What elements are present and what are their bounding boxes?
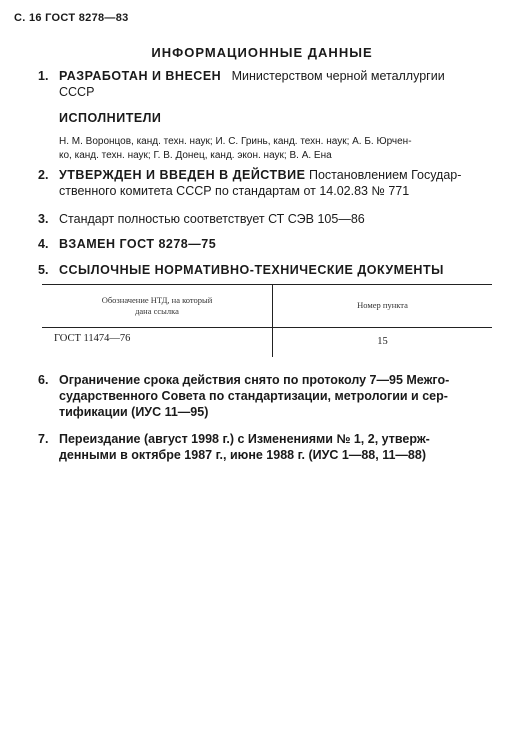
table-header-doc-line1: Обозначение НТД, на который — [101, 294, 213, 305]
section-2-text-line2: ственного комитета СССР по стандартам от 14.02.83 № 771 — [59, 184, 410, 198]
section-5-text: ССЫЛОЧНЫЕ НОРМАТИВНО-ТЕХНИЧЕСКИЕ ДОКУМЕНТЫ — [59, 263, 444, 277]
section-1-label: РАЗРАБОТАН И ВНЕСЕН — [59, 69, 222, 83]
section-7 — [38, 431, 508, 463]
page-header: С. 16 ГОСТ 8278—83 — [14, 12, 129, 24]
section-6-number: 6. — [38, 373, 49, 387]
section-7-number: 7. — [38, 432, 49, 446]
executors-list — [59, 135, 514, 163]
table-header-doc-line2: дана ссылка — [135, 305, 179, 316]
table-header-doc — [42, 285, 273, 327]
table-row — [42, 327, 492, 357]
section-2-text-line1: Постановлением Государ- — [309, 168, 462, 182]
section-5-number: 5. — [38, 263, 49, 277]
section-7-line-1: Переиздание (август 1998 г.) с Изменениями № 1, 2, утверж- — [59, 432, 430, 446]
section-1-text-line2: СССР — [59, 85, 95, 99]
table-cell-doc: ГОСТ 11474—76 — [42, 327, 273, 357]
section-6-line-3: тификации (ИУС 11—95) — [59, 405, 209, 419]
section-3-number: 3. — [38, 212, 49, 226]
section-3-text: Стандарт полностью соответствует СТ СЭВ 105—86 — [59, 212, 365, 226]
executors-heading: ИСПОЛНИТЕЛИ — [59, 111, 162, 125]
page-title: ИНФОРМАЦИОННЫЕ ДАННЫЕ — [151, 45, 373, 60]
section-6-line-1: Ограничение срока действия снято по протоколу 7—95 Межго- — [59, 373, 450, 387]
reference-table — [42, 284, 492, 357]
executors-line-2: ко, канд. техн. наук; Г. В. Донец, канд. экон. наук; В. А. Ена — [59, 150, 332, 161]
section-1-number: 1. — [38, 69, 49, 83]
section-1-text-line1: Министерством черной металлургии — [231, 69, 445, 83]
section-4-number: 4. — [38, 237, 49, 251]
section-2-number: 2. — [38, 168, 49, 182]
section-4-text: ВЗАМЕН ГОСТ 8278—75 — [59, 237, 217, 251]
section-4 — [38, 236, 508, 252]
section-3 — [38, 211, 508, 227]
section-6 — [38, 372, 508, 420]
section-5 — [38, 262, 508, 278]
section-6-line-2: сударственного Совета по стандартизации, метрологии и сер- — [59, 389, 448, 403]
table-cell-clause: 15 — [377, 335, 388, 347]
section-2-label: УТВЕРЖДЕН И ВВЕДЕН В ДЕЙСТВИЕ — [59, 168, 306, 182]
section-1 — [38, 68, 508, 100]
table-header-row — [42, 285, 492, 327]
section-7-line-2: денными в октябре 1987 г., июне 1988 г. (ИУС 1—88, 11—88) — [59, 448, 426, 462]
executors-line-1: Н. М. Воронцов, канд. техн. наук; И. С. Гринь, канд. техн. наук; А. Б. Юрчен- — [59, 136, 412, 147]
table-header-clause: Номер пункта — [357, 300, 408, 311]
section-2 — [38, 167, 508, 199]
